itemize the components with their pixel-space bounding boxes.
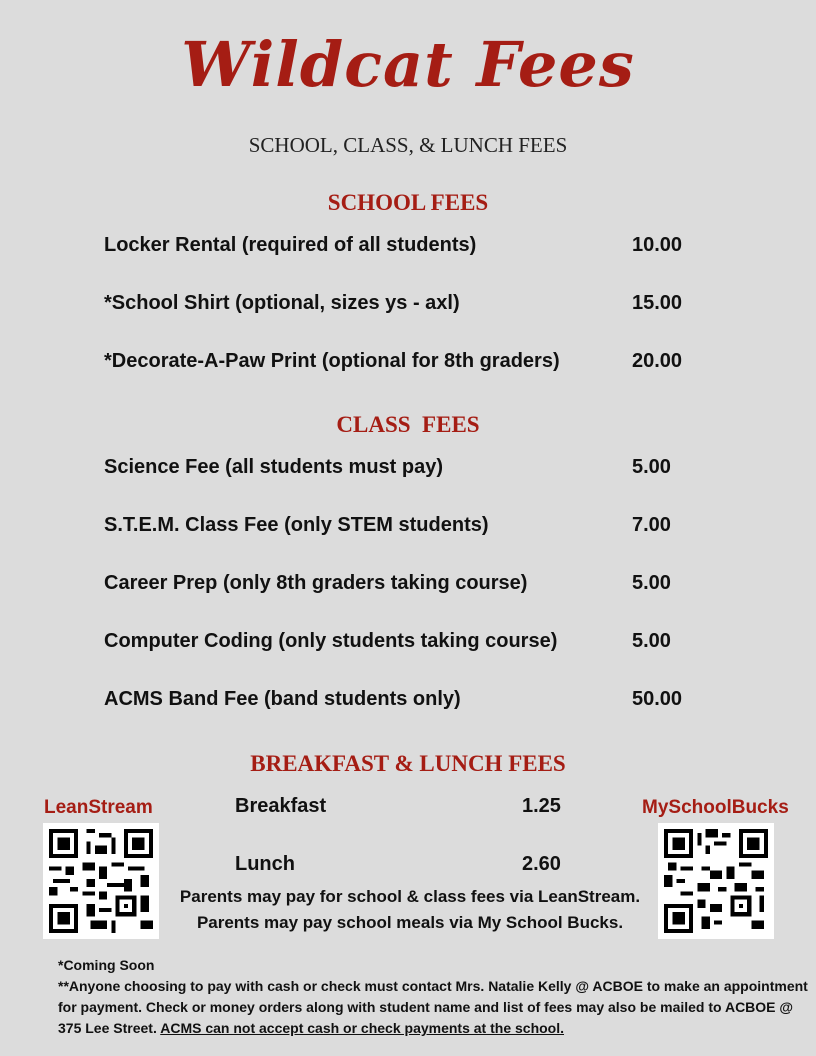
footnote-cash-warning: ACMS can not accept cash or check payments at the school. [160,1020,565,1036]
meal-amount: 2.60 [522,853,561,875]
leanstream-label: LeanStream [44,797,153,818]
fee-amount: 10.00 [632,234,683,256]
payment-note-leanstream: Parents may pay for school & class fees via LeanStream. [179,887,641,906]
page-title: Wildcat Fees [181,28,635,101]
meal-label: Breakfast [235,795,327,817]
fee-row [104,292,704,322]
meal-amount: 1.25 [522,795,561,817]
payment-note-myschoolbucks: Parents may pay school meals via My School Bucks. [196,913,624,932]
footnote-coming-soon: *Coming Soon [58,957,155,973]
fee-row [104,234,704,264]
fee-amount: 5.00 [632,572,671,594]
fee-label: Locker Rental (required of all students) [104,234,477,256]
meal-label: Lunch [235,853,295,875]
fee-row [104,456,704,486]
fee-amount: 5.00 [632,630,671,652]
fee-amount: 15.00 [632,292,683,314]
page-subtitle: SCHOOL, CLASS, & LUNCH FEES [248,133,568,157]
class-fees-heading: CLASS FEES [336,412,480,437]
myschoolbucks-label: MySchoolBucks [642,797,789,818]
fee-label: *School Shirt (optional, sizes ys - axl) [104,292,460,314]
fee-label: Career Prep (only 8th graders taking course) [104,572,528,594]
fee-row [104,514,704,544]
fee-label: ACMS Band Fee (band students only) [104,688,461,710]
fee-label: S.T.E.M. Class Fee (only STEM students) [104,514,489,536]
fee-row [104,572,704,602]
meal-fees-heading: BREAKFAST & LUNCH FEES [250,751,566,776]
footnote-cash-note: **Anyone choosing to pay with cash or check must contact Mrs. Natalie Kelly @ ACBOE to make an appointment for payment. Check or money orders along with student name and list of fees may also be mailed to ACBOE @ 375 Lee Street. [58,978,808,1036]
myschoolbucks-qr-code-icon[interactable] [658,823,774,939]
fee-row [104,630,704,660]
school-fees-heading: SCHOOL FEES [327,190,489,215]
fee-row [104,688,704,718]
fee-label: Computer Coding (only students taking course) [104,630,558,652]
footnote-payment-instructions [58,976,808,1039]
fee-amount: 50.00 [632,688,683,710]
fee-amount: 5.00 [632,456,671,478]
fee-amount: 7.00 [632,514,671,536]
fee-row [104,350,704,380]
fee-label: Science Fee (all students must pay) [104,456,443,478]
fee-amount: 20.00 [632,350,683,372]
leanstream-qr-code-icon[interactable] [43,823,159,939]
fee-label: *Decorate-A-Paw Print (optional for 8th graders) [104,350,560,372]
